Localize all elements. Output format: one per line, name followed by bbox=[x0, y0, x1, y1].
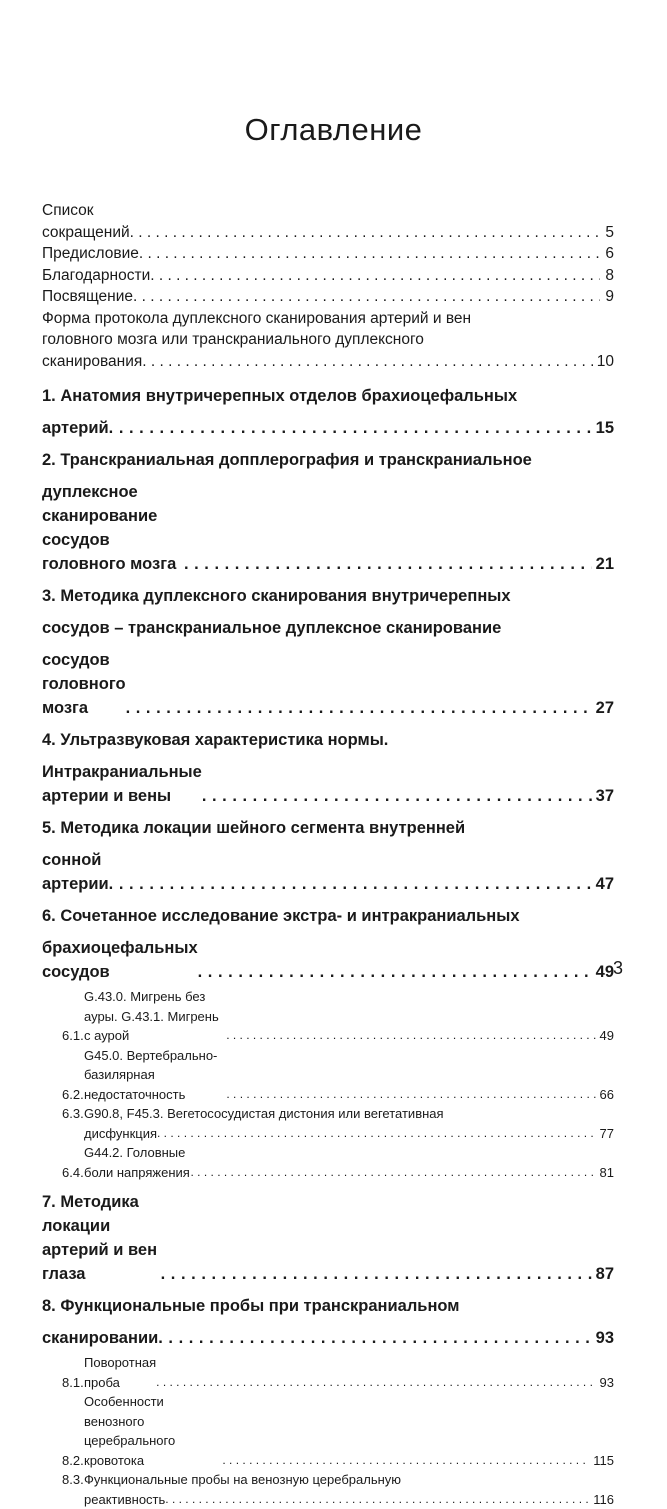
toc-chapter-entry[interactable] bbox=[42, 816, 614, 896]
toc-entry-line bbox=[42, 816, 614, 840]
toc-page-number: 66 bbox=[597, 1085, 614, 1105]
toc-entry-line bbox=[42, 648, 614, 720]
toc-entry-title: 7. Методика локации артерий и вен глаза bbox=[42, 1190, 161, 1286]
toc-chapter-entry[interactable] bbox=[42, 1294, 614, 1350]
toc-chapter-entry[interactable] bbox=[42, 1190, 614, 1286]
toc-subsection-entry[interactable] bbox=[42, 1143, 614, 1182]
dot-leader bbox=[184, 552, 592, 576]
toc-entry-title: Функциональные пробы на венозную церебральную bbox=[84, 1470, 401, 1490]
table-of-contents bbox=[42, 200, 614, 1509]
toc-page-number: 9 bbox=[600, 286, 614, 308]
toc-entry-title: Форма протокола дуплексного сканирования артерий и вен bbox=[42, 308, 471, 330]
toc-subsection-number: 6.4. bbox=[42, 1163, 84, 1183]
dot-leader bbox=[226, 1085, 596, 1105]
toc-entry-line bbox=[42, 987, 614, 1046]
toc-subsection-entry[interactable] bbox=[42, 1353, 614, 1392]
toc-entry-title: 1. Анатомия внутричерепных отделов брахиоцефальных bbox=[42, 384, 517, 408]
toc-entry-title: G90.8, F45.3. Вегетососудистая дистония или вегетативная bbox=[84, 1104, 444, 1124]
toc-entry-line bbox=[42, 1392, 614, 1470]
toc-chapter-entry[interactable] bbox=[42, 384, 614, 440]
toc-entry-title: сканировании bbox=[42, 1326, 158, 1350]
toc-entry-title: брахиоцефальных сосудов bbox=[42, 936, 198, 984]
toc-subsection-entry[interactable] bbox=[42, 987, 614, 1046]
toc-entry-line bbox=[42, 384, 614, 408]
dot-leader bbox=[158, 1326, 591, 1350]
toc-page-number: 37 bbox=[592, 784, 614, 808]
toc-entry-line bbox=[42, 728, 614, 752]
toc-entry-title: дисфункция bbox=[84, 1124, 157, 1144]
toc-page-number: 5 bbox=[600, 222, 614, 244]
toc-entry-line bbox=[42, 286, 614, 308]
toc-subsection-number: 6.2. bbox=[42, 1085, 84, 1105]
dot-leader bbox=[226, 1026, 596, 1046]
toc-front-matter-entry[interactable] bbox=[42, 286, 614, 308]
toc-chapter-entry[interactable] bbox=[42, 904, 614, 984]
dot-leader bbox=[198, 960, 592, 984]
toc-entry-title: Поворотная проба bbox=[84, 1353, 156, 1392]
toc-entry-line bbox=[42, 1326, 614, 1350]
page-number: 3 bbox=[613, 958, 623, 979]
toc-entry-title: сосудов головного мозга bbox=[42, 648, 126, 720]
toc-entry-title: Интракраниальные артерии и вены bbox=[42, 760, 202, 808]
toc-entry-line bbox=[42, 265, 614, 287]
toc-entry-line bbox=[42, 1046, 614, 1105]
toc-entry-title: дуплексное сканирование сосудов головного мозга bbox=[42, 480, 184, 576]
toc-page-number: 21 bbox=[592, 552, 614, 576]
toc-entry-title: сосудов – транскраниальное дуплексное сканирование bbox=[42, 616, 501, 640]
toc-subsection-entry[interactable] bbox=[42, 1392, 614, 1470]
toc-subsection-number: 8.2. bbox=[42, 1451, 84, 1471]
toc-entry-line bbox=[42, 1143, 614, 1182]
toc-entry-line bbox=[42, 480, 614, 576]
toc-entry-line bbox=[42, 351, 614, 373]
dot-leader bbox=[222, 1451, 590, 1471]
toc-front-matter-entry[interactable] bbox=[42, 308, 614, 373]
toc-page-number: 87 bbox=[592, 1262, 614, 1286]
toc-entry-line bbox=[42, 848, 614, 896]
toc-page-number: 115 bbox=[590, 1451, 614, 1471]
toc-entry-line bbox=[42, 1490, 614, 1509]
toc-entry-title: G45.0. Вертебрально-базилярная недостаточность bbox=[84, 1046, 226, 1105]
dot-leader bbox=[157, 1124, 597, 1144]
toc-front-matter-entry[interactable] bbox=[42, 200, 614, 243]
toc-entry-line bbox=[42, 200, 614, 243]
toc-page-number: 49 bbox=[597, 1026, 614, 1046]
dot-leader bbox=[156, 1373, 596, 1393]
toc-subsection-entry[interactable] bbox=[42, 1046, 614, 1105]
dot-leader bbox=[150, 265, 600, 287]
toc-entry-line bbox=[42, 616, 614, 640]
toc-entry-title: G44.2. Головные боли напряжения bbox=[84, 1143, 191, 1182]
toc-subsection-entry[interactable] bbox=[42, 1470, 614, 1509]
toc-entry-title: G.43.0. Мигрень без ауры. G.43.1. Мигрень с аурой bbox=[84, 987, 226, 1046]
dot-leader bbox=[130, 222, 600, 244]
dot-leader bbox=[126, 696, 592, 720]
toc-entry-line bbox=[42, 329, 614, 351]
toc-front-matter-entry[interactable] bbox=[42, 243, 614, 265]
dot-leader bbox=[161, 1262, 592, 1286]
toc-page-number: 6 bbox=[600, 243, 614, 265]
toc-entry-title: артерий bbox=[42, 416, 109, 440]
toc-entry-title: 5. Методика локации шейного сегмента внутренней bbox=[42, 816, 465, 840]
toc-chapter-entry[interactable] bbox=[42, 728, 614, 808]
toc-subsection-number: 6.3. bbox=[42, 1104, 84, 1124]
page-title: Оглавление bbox=[0, 112, 667, 148]
toc-subsection-number: 8.3. bbox=[42, 1470, 84, 1490]
toc-page-number: 116 bbox=[590, 1490, 614, 1509]
toc-page-number: 93 bbox=[592, 1326, 614, 1350]
toc-page-number: 81 bbox=[597, 1163, 614, 1183]
dot-leader bbox=[133, 286, 600, 308]
toc-page-number: 93 bbox=[597, 1373, 614, 1393]
toc-entry-title: головного мозга или транскраниального дуплексного bbox=[42, 329, 424, 351]
toc-entry-line bbox=[42, 1353, 614, 1392]
toc-entry-line bbox=[42, 1470, 614, 1490]
toc-page-number: 77 bbox=[597, 1124, 614, 1144]
toc-entry-line bbox=[42, 1124, 614, 1144]
toc-entry-title: 8. Функциональные пробы при транскраниальном bbox=[42, 1294, 459, 1318]
toc-entry-title: 2. Транскраниальная допплерография и транскраниальное bbox=[42, 448, 532, 472]
toc-entry-line bbox=[42, 904, 614, 928]
toc-subsection-entry[interactable] bbox=[42, 1104, 614, 1143]
toc-entry-line bbox=[42, 448, 614, 472]
dot-leader bbox=[165, 1490, 590, 1509]
dot-leader bbox=[142, 351, 593, 373]
toc-entry-line bbox=[42, 1104, 614, 1124]
toc-subsection-number: 6.1. bbox=[42, 1026, 84, 1046]
toc-page-number: 8 bbox=[600, 265, 614, 287]
toc-chapter-entry[interactable] bbox=[42, 448, 614, 576]
dot-leader bbox=[139, 243, 600, 265]
toc-entry-title: 4. Ультразвуковая характеристика нормы. bbox=[42, 728, 388, 752]
dot-leader bbox=[109, 872, 592, 896]
toc-entry-title: Благодарности bbox=[42, 265, 150, 287]
toc-entry-title: сонной артерии bbox=[42, 848, 109, 896]
toc-entry-title: 6. Сочетанное исследование экстра- и интракраниальных bbox=[42, 904, 520, 928]
dot-leader bbox=[109, 416, 592, 440]
toc-page-number: 49 bbox=[592, 960, 614, 984]
toc-entry-line bbox=[42, 243, 614, 265]
toc-entry-line bbox=[42, 584, 614, 608]
toc-entry-line bbox=[42, 416, 614, 440]
toc-entry-line bbox=[42, 936, 614, 984]
toc-front-matter-entry[interactable] bbox=[42, 265, 614, 287]
dot-leader bbox=[202, 784, 592, 808]
toc-entry-title: Предисловие bbox=[42, 243, 139, 265]
toc-entry-title: Список сокращений bbox=[42, 200, 130, 243]
toc-page-number: 10 bbox=[593, 351, 614, 373]
toc-entry-title: сканирования bbox=[42, 351, 142, 373]
toc-page-number: 27 bbox=[592, 696, 614, 720]
toc-page-number: 15 bbox=[592, 416, 614, 440]
toc-entry-title: реактивность bbox=[84, 1490, 165, 1509]
toc-entry-line bbox=[42, 308, 614, 330]
toc-subsection-number: 8.1. bbox=[42, 1373, 84, 1393]
toc-entry-title: 3. Методика дуплексного сканирования внутричерепных bbox=[42, 584, 511, 608]
toc-chapter-entry[interactable] bbox=[42, 584, 614, 720]
toc-entry-title: Особенности венозного церебрального кровотока bbox=[84, 1392, 222, 1470]
toc-entry-line bbox=[42, 760, 614, 808]
toc-entry-title: Посвящение bbox=[42, 286, 133, 308]
toc-entry-line bbox=[42, 1294, 614, 1318]
toc-page-number: 47 bbox=[592, 872, 614, 896]
toc-entry-line bbox=[42, 1190, 614, 1286]
dot-leader bbox=[191, 1163, 597, 1183]
